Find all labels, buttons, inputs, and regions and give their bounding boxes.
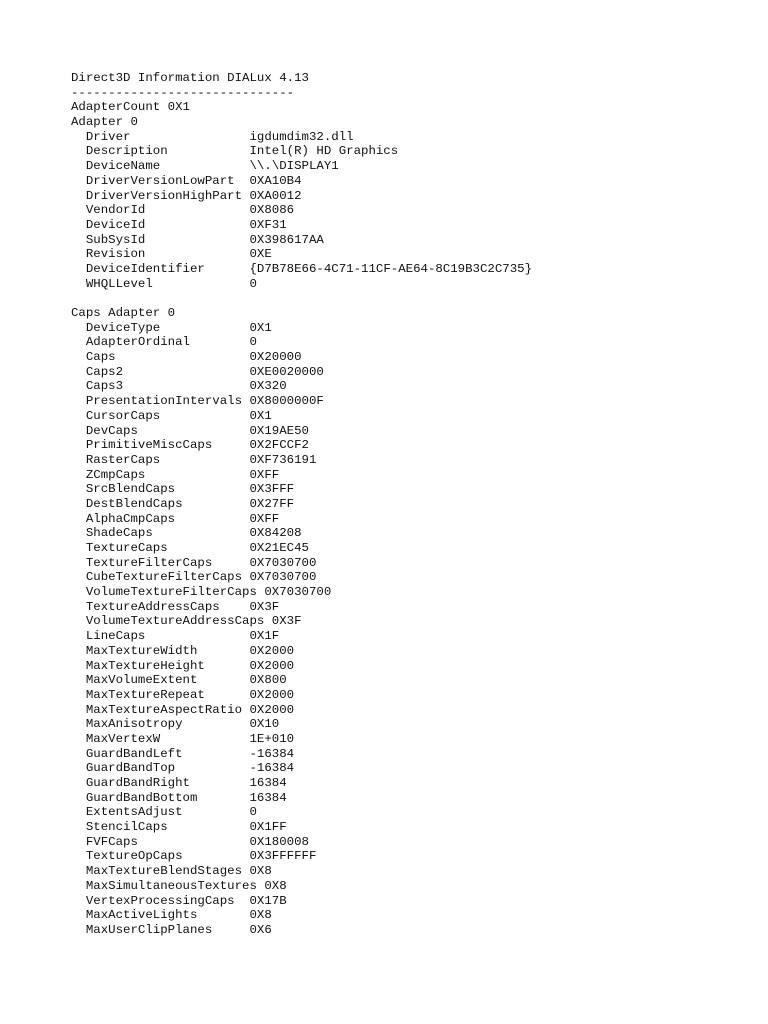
row-key: StencilCaps (85, 820, 168, 835)
row-key: MaxSimultaneousTextures (85, 878, 257, 893)
row-value: 0X2000 (249, 702, 295, 717)
row-value: -16384 (249, 761, 295, 776)
document-body (71, 71, 532, 938)
info-row (71, 350, 532, 365)
info-row (71, 908, 532, 923)
row-indent (71, 673, 86, 687)
row-padding (264, 614, 271, 628)
row-indent (71, 321, 86, 335)
row-key: ShadeCaps (85, 526, 153, 541)
row-indent (71, 894, 86, 908)
row-value: Intel(R) HD Graphics (249, 144, 399, 159)
row-value: 0X320 (249, 379, 287, 394)
row-key: CursorCaps (85, 408, 161, 423)
row-value: 0X3F (249, 599, 280, 614)
row-key: MaxUserClipPlanes (85, 922, 213, 937)
row-padding (123, 379, 249, 393)
row-value: 16384 (249, 790, 287, 805)
row-value: 0XF736191 (249, 452, 317, 467)
row-indent (71, 189, 86, 203)
row-value: \\.\DISPLAY1 (249, 159, 339, 174)
row-indent (71, 159, 86, 173)
info-row (71, 394, 532, 409)
row-padding (123, 365, 249, 379)
row-key: WHQLLevel (85, 276, 153, 291)
row-value: 0X1F (249, 629, 280, 644)
info-row (71, 659, 532, 674)
row-key: MaxTextureHeight (85, 658, 205, 673)
row-value: 0 (249, 276, 257, 291)
document-title: Direct3D Information DIALux 4.13 (71, 71, 309, 85)
info-row (71, 835, 532, 850)
row-padding (212, 438, 249, 452)
row-key: DeviceType (85, 320, 161, 335)
row-value: 0XA10B4 (249, 173, 302, 188)
row-padding (138, 835, 250, 849)
row-indent (71, 585, 86, 599)
row-indent (71, 424, 86, 438)
row-padding (183, 747, 250, 761)
adapter-info-list (71, 130, 532, 292)
row-indent (71, 688, 86, 702)
info-row (71, 321, 532, 336)
row-indent (71, 247, 86, 261)
row-indent (71, 350, 86, 364)
row-padding (160, 409, 249, 423)
row-key: GuardBandLeft (85, 746, 183, 761)
row-indent (71, 717, 86, 731)
row-value: 0X3FFFFFF (249, 849, 317, 864)
caps-info-list (71, 321, 532, 938)
row-value: 0 (249, 805, 257, 820)
row-value: 0X398617AA (249, 232, 324, 247)
row-indent (71, 130, 86, 144)
row-key: Driver (85, 129, 131, 144)
row-padding (235, 894, 250, 908)
row-key: VendorId (85, 203, 146, 218)
info-row (71, 233, 532, 248)
row-key: TextureFilterCaps (85, 555, 213, 570)
row-key: SubSysId (85, 232, 146, 247)
row-indent (71, 379, 86, 393)
row-value: -16384 (249, 746, 295, 761)
row-value: igdumdim32.dll (249, 129, 354, 144)
row-value: 0X21EC45 (249, 541, 309, 555)
row-value: 0X2000 (249, 687, 295, 702)
row-value: 0X2FCCF2 (249, 438, 309, 453)
row-padding (131, 130, 250, 144)
row-key: DriverVersionHighPart (85, 188, 243, 203)
info-row (71, 600, 532, 615)
row-padding (183, 849, 250, 863)
row-indent (71, 791, 86, 805)
row-padding (175, 761, 249, 775)
info-row (71, 468, 532, 483)
row-indent (71, 908, 86, 922)
row-padding (175, 512, 249, 526)
row-key: MaxActiveLights (85, 908, 198, 923)
row-padding (183, 497, 250, 511)
row-key: FVFCaps (85, 834, 138, 849)
row-indent (71, 629, 86, 643)
row-indent (71, 144, 86, 158)
row-value: 0XFF (249, 511, 280, 526)
row-value: 0X3F (271, 614, 302, 629)
row-padding (197, 791, 249, 805)
row-key: AlphaCmpCaps (85, 511, 176, 526)
row-padding (168, 541, 250, 555)
row-padding (138, 424, 250, 438)
row-padding (145, 468, 249, 482)
row-indent (71, 233, 86, 247)
info-row (71, 541, 532, 556)
row-indent (71, 556, 86, 570)
info-row (71, 277, 532, 292)
info-row (71, 864, 532, 879)
info-row (71, 247, 532, 262)
row-key: Caps3 (85, 379, 124, 394)
info-row (71, 732, 532, 747)
row-value: 0X20000 (249, 350, 302, 365)
row-value: 0X8000000F (249, 394, 324, 409)
info-row (71, 335, 532, 350)
row-value: 0X7030700 (249, 570, 317, 585)
row-indent (71, 570, 86, 584)
row-indent (71, 644, 86, 658)
row-key: DeviceName (85, 159, 161, 174)
row-value: 0X800 (249, 673, 287, 688)
row-key: DestBlendCaps (85, 496, 183, 511)
row-padding (197, 673, 249, 687)
row-value: 0XF31 (249, 217, 287, 232)
row-padding (145, 629, 249, 643)
row-value: 1E+010 (249, 731, 295, 746)
adapter-heading: Adapter 0 (71, 115, 138, 130)
row-indent (71, 277, 86, 291)
row-key: Description (85, 144, 168, 159)
row-value: 16384 (249, 776, 287, 790)
info-row (71, 717, 532, 732)
row-key: Caps (85, 350, 116, 365)
row-key: PresentationIntervals (85, 394, 243, 409)
info-row (71, 497, 532, 512)
row-indent (71, 849, 86, 863)
row-key: GuardBandRight (85, 776, 190, 790)
row-padding (197, 908, 249, 922)
row-value: 0X7030700 (264, 585, 332, 600)
info-row (71, 159, 532, 174)
row-indent (71, 512, 86, 526)
row-indent (71, 218, 86, 232)
row-padding (183, 805, 250, 819)
row-indent (71, 864, 86, 878)
info-row (71, 130, 532, 145)
row-key: ZCmpCaps (85, 467, 146, 482)
info-row (71, 438, 532, 453)
row-padding (160, 321, 249, 335)
row-value: 0XE0020000 (249, 364, 324, 379)
row-padding (220, 600, 250, 614)
row-padding (168, 820, 250, 834)
row-indent (71, 805, 86, 819)
row-key: LineCaps (85, 629, 146, 644)
row-padding (235, 174, 250, 188)
row-indent (71, 482, 86, 496)
info-row (71, 174, 532, 189)
info-row (71, 805, 532, 820)
row-key: MaxVertexW (85, 731, 161, 746)
row-key: SrcBlendCaps (85, 482, 176, 497)
row-padding (212, 556, 249, 570)
adapter-count: AdapterCount 0X1 (71, 100, 190, 115)
row-indent (71, 526, 86, 540)
caps-heading: Caps Adapter 0 (71, 306, 176, 320)
row-key: DriverVersionLowPart (85, 173, 235, 188)
row-indent (71, 614, 86, 628)
row-padding (160, 732, 249, 746)
row-value: 0X1 (249, 408, 272, 423)
row-key: MaxTextureAspectRatio (85, 702, 243, 717)
info-row (71, 453, 532, 468)
info-row (71, 776, 532, 791)
row-indent (71, 879, 86, 893)
info-row (71, 409, 532, 424)
info-row (71, 629, 532, 644)
row-padding (145, 247, 249, 261)
row-indent (71, 394, 86, 408)
info-row (71, 189, 532, 204)
info-row (71, 512, 532, 527)
row-padding (145, 218, 249, 232)
row-padding (190, 776, 250, 790)
row-key: Revision (85, 247, 146, 262)
row-key: PrimitiveMiscCaps (85, 438, 213, 453)
row-padding (205, 659, 250, 673)
row-value: 0X2000 (249, 658, 295, 673)
row-indent (71, 262, 86, 276)
row-key: TextureOpCaps (85, 849, 183, 864)
row-value: {D7B78E66-4C71-11CF-AE64-8C19B3C2C735} (249, 261, 533, 276)
row-value: 0XFF (249, 467, 280, 482)
row-indent (71, 541, 86, 555)
row-value: 0XE (249, 247, 272, 262)
row-indent (71, 365, 86, 379)
row-value: 0X1 (249, 320, 272, 335)
row-value: 0X8086 (249, 203, 295, 218)
row-value: 0X3FFF (249, 482, 295, 497)
info-row (71, 791, 532, 806)
info-row (71, 203, 532, 218)
row-padding (197, 644, 249, 658)
row-key: TextureCaps (85, 541, 168, 555)
row-padding (212, 923, 249, 937)
row-key: DevCaps (85, 423, 138, 438)
info-row (71, 923, 532, 938)
row-value: 0X8 (249, 908, 272, 923)
row-key: VertexProcessingCaps (85, 893, 235, 908)
row-key: DeviceIdentifier (85, 261, 205, 276)
row-padding (160, 159, 249, 173)
row-value: 0X180008 (249, 834, 309, 849)
row-key: MaxVolumeExtent (85, 673, 198, 688)
row-key: VolumeTextureAddressCaps (85, 614, 265, 629)
row-indent (71, 659, 86, 673)
row-indent (71, 703, 86, 717)
row-key: AdapterOrdinal (85, 335, 190, 350)
info-row (71, 262, 532, 277)
row-value: 0X27FF (249, 496, 295, 511)
row-key: GuardBandBottom (85, 790, 198, 805)
row-value: 0X1FF (249, 820, 287, 835)
section-spacer (71, 291, 532, 306)
info-row (71, 585, 532, 600)
row-indent (71, 409, 86, 423)
row-indent (71, 923, 86, 937)
row-value: 0X6 (249, 922, 272, 937)
row-indent (71, 732, 86, 746)
row-padding (160, 453, 249, 467)
title-rule: ------------------------------ (71, 85, 295, 100)
row-value: 0X7030700 (249, 555, 317, 570)
row-padding (153, 526, 250, 540)
row-value: 0XA0012 (249, 188, 302, 203)
row-indent (71, 174, 86, 188)
row-indent (71, 203, 86, 217)
row-key: Caps2 (85, 364, 124, 379)
row-indent (71, 453, 86, 467)
row-indent (71, 747, 86, 761)
row-padding (175, 482, 249, 496)
row-indent (71, 835, 86, 849)
row-padding (183, 717, 250, 731)
info-row (71, 614, 532, 629)
row-key: TextureAddressCaps (85, 599, 220, 614)
info-row (71, 526, 532, 541)
row-padding (145, 233, 249, 247)
row-padding (168, 144, 250, 158)
row-value: 0X17B (249, 893, 287, 908)
info-row (71, 218, 532, 233)
row-key: CubeTextureFilterCaps (85, 570, 243, 585)
row-value: 0X2000 (249, 643, 295, 658)
row-value: 0X10 (249, 717, 280, 732)
row-padding (190, 335, 250, 349)
row-padding (116, 350, 250, 364)
info-row (71, 688, 532, 703)
row-value: 0X8 (264, 878, 287, 893)
info-row (71, 365, 532, 380)
row-padding (153, 277, 250, 291)
row-value: 0X8 (249, 864, 272, 879)
row-key: GuardBandTop (85, 761, 176, 776)
info-row (71, 424, 532, 439)
row-value: 0 (249, 335, 257, 350)
info-row (71, 556, 532, 571)
row-key: MaxTextureBlendStages (85, 864, 243, 879)
row-key: ExtentsAdjust (85, 805, 183, 820)
row-key: MaxTextureRepeat (85, 687, 205, 702)
info-row (71, 761, 532, 776)
row-padding (145, 203, 249, 217)
row-indent (71, 820, 86, 834)
row-value: 0X84208 (249, 526, 302, 541)
info-row (71, 644, 532, 659)
info-row (71, 894, 532, 909)
info-row (71, 849, 532, 864)
info-row (71, 144, 532, 159)
row-value: 0X19AE50 (249, 423, 309, 438)
info-row (71, 482, 532, 497)
info-row (71, 703, 532, 718)
row-key: DeviceId (85, 217, 146, 232)
row-key: RasterCaps (85, 452, 161, 467)
row-indent (71, 600, 86, 614)
row-indent (71, 468, 86, 482)
row-indent (71, 761, 86, 775)
row-indent (71, 497, 86, 511)
info-row (71, 820, 532, 835)
info-row (71, 747, 532, 762)
row-indent (71, 335, 86, 349)
row-indent (71, 438, 86, 452)
row-key: MaxTextureWidth (85, 643, 198, 658)
row-padding (205, 688, 250, 702)
info-row (71, 570, 532, 585)
info-row (71, 673, 532, 688)
info-row (71, 879, 532, 894)
row-padding (205, 262, 250, 276)
row-key: MaxAnisotropy (85, 717, 183, 732)
row-key: VolumeTextureFilterCaps (85, 585, 257, 600)
row-indent (71, 776, 86, 790)
info-row (71, 379, 532, 394)
